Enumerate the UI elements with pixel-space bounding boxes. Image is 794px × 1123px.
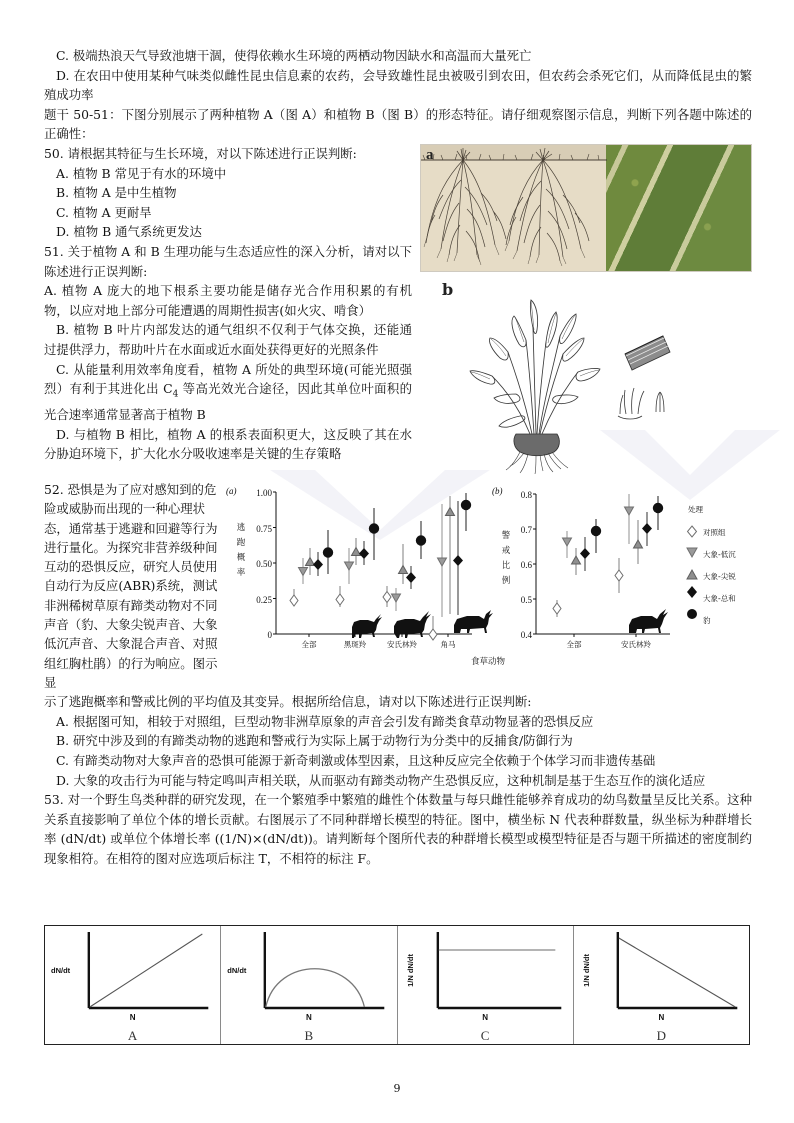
panel-b-xlabel: N	[305, 1013, 312, 1022]
stem-50-51: 题干 50-51：下图分别展示了两种植物 A（图 A）和植物 B（图 B）的形态特征。请仔细观察图示信息，判断下列各题中陈述的正确性：	[44, 106, 752, 142]
cluster-nyala-a	[383, 521, 426, 611]
q52-stem-rest: 示了逃跑概率和警戒比例的平均值及其变异。根据所给信息，请对以下陈述进行正误判断:	[44, 694, 532, 710]
svg-text:比: 比	[501, 560, 511, 571]
root-drawing	[421, 145, 752, 272]
panel-b	[492, 486, 736, 649]
figure-a-label: a	[426, 146, 434, 163]
svg-text:警: 警	[501, 530, 511, 541]
svg-text:0.6: 0.6	[520, 559, 532, 570]
page-number: 9	[393, 1082, 401, 1095]
svg-text:概: 概	[236, 552, 246, 563]
svg-text:大象-低沉: 大象-低沉	[703, 549, 736, 559]
svg-text:戒: 戒	[501, 545, 511, 556]
panel-a-name: A	[127, 1028, 138, 1043]
animal-silhouette-b	[629, 609, 668, 633]
svg-text:大象-尖锐: 大象-尖锐	[703, 571, 736, 581]
growth-panel-b	[221, 926, 397, 1044]
svg-text:黑斑羚: 黑斑羚	[343, 639, 367, 649]
page-content	[44, 46, 752, 869]
q51-option-d: D. 与植物 B 相比，植物 A 的根系表面积更大，这反映了其在水分胁迫环境下，扩大化水分吸收速率是关键的生存策略	[44, 426, 412, 462]
cluster-all-a	[290, 530, 333, 606]
svg-text:(a): (a)	[226, 485, 237, 496]
svg-text:率: 率	[236, 567, 246, 578]
panel-d-plot	[574, 926, 749, 1044]
cluster-all-b	[553, 519, 601, 617]
cluster-impala-a	[336, 508, 379, 607]
fear-response-figure	[224, 482, 752, 678]
chart-legend	[687, 504, 736, 625]
svg-text:跑: 跑	[236, 537, 246, 548]
svg-text:1.00: 1.00	[256, 487, 272, 498]
panel-d-name: D	[656, 1028, 667, 1043]
q50-option-a: A. 植物 B 常见于有水的环境中	[56, 165, 227, 181]
q51-option-a: A. 植物 A 庞大的地下根系主要功能是储存光合作用积累的有机物，以应对地上部分可能遭遇的周期性损害(如火灾、啃食）	[44, 283, 412, 318]
svg-text:安氏林羚: 安氏林羚	[387, 639, 417, 649]
growth-panel-d	[574, 926, 749, 1044]
q50-stem: 50. 请根据其特征与生长环境，对以下陈述进行正误判断:	[44, 145, 357, 161]
option-text: C. 极端热浪天气导致池塘干涸，使得依赖水生环境的两栖动物因缺水和高温而大量死亡	[56, 48, 532, 63]
figure-a-root-system	[420, 144, 752, 272]
panel-a-xlabel: N	[129, 1013, 136, 1022]
figure-b-label: b	[442, 279, 454, 299]
panel-a-plot	[45, 926, 220, 1044]
q53-stem: 53. 对一个野生鸟类种群的研究发现，在一个繁殖季中繁殖的雌性个体数量与每只雌性能够养育成功的幼鸟数量呈反比关系。这种关系直接影响了单位个体的增长贡献。右图展示了不同种群增长模型的特征。图中，横坐标 N 代表种群数量，纵坐标为种群增长率 (dN/dt) 或单位个体增长率 ((1/N)×(dN/dt))。请判断每个图所代表的种群增长模型或模型特征是否与题干所描述的密度制约现象相符。在相符的图对应选项后标注 T，不相符的标注 F。	[44, 792, 752, 866]
svg-text:处理: 处理	[688, 504, 703, 514]
panel-d-ylabel: 1/N dN/dt	[581, 954, 591, 987]
svg-text:(b): (b)	[492, 485, 503, 496]
q51-option-b: B. 植物 B 叶片内部发达的通气组织不仅利于气体交换，还能通过提供浮力，帮助叶片在水面或近水面处获得更好的光照条件	[44, 322, 412, 357]
svg-text:全部: 全部	[566, 639, 582, 649]
q50-option-c: C. 植物 A 更耐旱	[56, 204, 152, 220]
q52-option-a: A. 根据图可知，相较于对照组，巨型动物非洲草原象的声音会引发有蹄类食草动物显著的恐惧反应	[56, 713, 594, 729]
q52-stem-column: 52. 恐惧是为了应对感知到的危险或威胁而出现的一种心理状态，通常基于逃避和回避等行为进行量化。为探究非营养级种间互动的恐惧反应，研究人员使用自动行为反应(ABR)系统，测试非洲稀树草原有蹄类动物对不同声音（豹、大象尖锐声音、大象低沉声音、大象混合声音、对照组红胸杜鹃）的行为响应。图示显	[44, 481, 218, 690]
q52-option-c: C. 有蹄类动物对大象声音的恐惧可能源于新奇刺激或体型因素，且这种反应完全依赖于个体学习而非遗传基础	[56, 753, 656, 769]
figure-b-aquatic-plant	[420, 276, 752, 476]
q51-option-c: C. 从能量利用效率角度看，植物 A 所处的典型环境(可能光照强烈）有利于其进化出 $C_4$ 等高光效光合途径，因此其单位叶面积的光合速率通常显著高于植物 B	[44, 361, 412, 423]
svg-text:豹: 豹	[703, 615, 711, 625]
x-axis-title: 食草动物	[470, 656, 506, 667]
aquatic-plant-drawing	[420, 276, 752, 476]
svg-text:例: 例	[501, 575, 511, 586]
growth-panel-a	[45, 926, 221, 1044]
panel-c-plot	[398, 926, 573, 1044]
svg-text:0.5: 0.5	[520, 594, 532, 605]
panel-b-name: B	[304, 1028, 314, 1043]
q50-q51-block	[44, 144, 752, 478]
panel-c-ylabel: 1/N dN/dt	[405, 954, 415, 987]
svg-text:对照组: 对照组	[703, 527, 726, 537]
svg-text:0: 0	[267, 629, 272, 640]
svg-text:大象-总和: 大象-总和	[703, 593, 736, 603]
q50-option-b: B. 植物 A 是中生植物	[56, 185, 177, 201]
cluster-nyala-b	[615, 494, 663, 593]
q52-option-b: B. 研究中涉及到的有蹄类动物的逃跑和警戒行为实际上属于动物行为分类中的反捕食/防御行为	[56, 733, 573, 749]
q52-block	[44, 480, 752, 692]
panel-c-name: C	[480, 1028, 490, 1043]
fear-response-charts	[224, 482, 752, 678]
plant-figures	[420, 144, 752, 476]
svg-text:0.7: 0.7	[520, 524, 532, 535]
svg-text:0.25: 0.25	[256, 594, 272, 605]
svg-text:全部: 全部	[301, 639, 317, 649]
panel-b-ylabel: dN/dt	[227, 966, 247, 975]
option-text: D. 在农田中使用某种气味类似雌性昆虫信息素的农药，会导致雄性昆虫被吸引到农田，但农药会杀死它们，从而降低昆虫的繁殖成功率	[44, 67, 752, 103]
svg-text:0.75: 0.75	[256, 523, 272, 534]
growth-panel-c	[398, 926, 574, 1044]
growth-models-figure	[44, 925, 750, 1045]
q50-option-d: D. 植物 B 通气系统更发达	[56, 224, 202, 240]
panel-a-ylabel: dN/dt	[51, 966, 71, 975]
panel-d-xlabel: N	[658, 1013, 665, 1022]
panel-c-xlabel: N	[482, 1013, 489, 1022]
panel-b-plot	[221, 926, 396, 1044]
q51-stem: 51. 关于植物 A 和 B 生理功能与生态适应性的深入分析，请对以下陈述进行正误判断:	[44, 243, 412, 279]
svg-text:0.4: 0.4	[520, 629, 532, 640]
svg-text:安氏林羚: 安氏林羚	[621, 639, 651, 649]
svg-text:0.50: 0.50	[256, 558, 272, 569]
svg-text:逃: 逃	[236, 522, 246, 533]
q52-option-d: D. 大象的攻击行为可能与特定鸣叫声相关联，从而驱动有蹄类动物产生恐惧反应，这种机制是基于生态互作的演化适应	[56, 772, 706, 788]
panel-a	[226, 486, 493, 649]
svg-text:角马: 角马	[440, 639, 456, 649]
svg-text:0.8: 0.8	[520, 489, 532, 500]
